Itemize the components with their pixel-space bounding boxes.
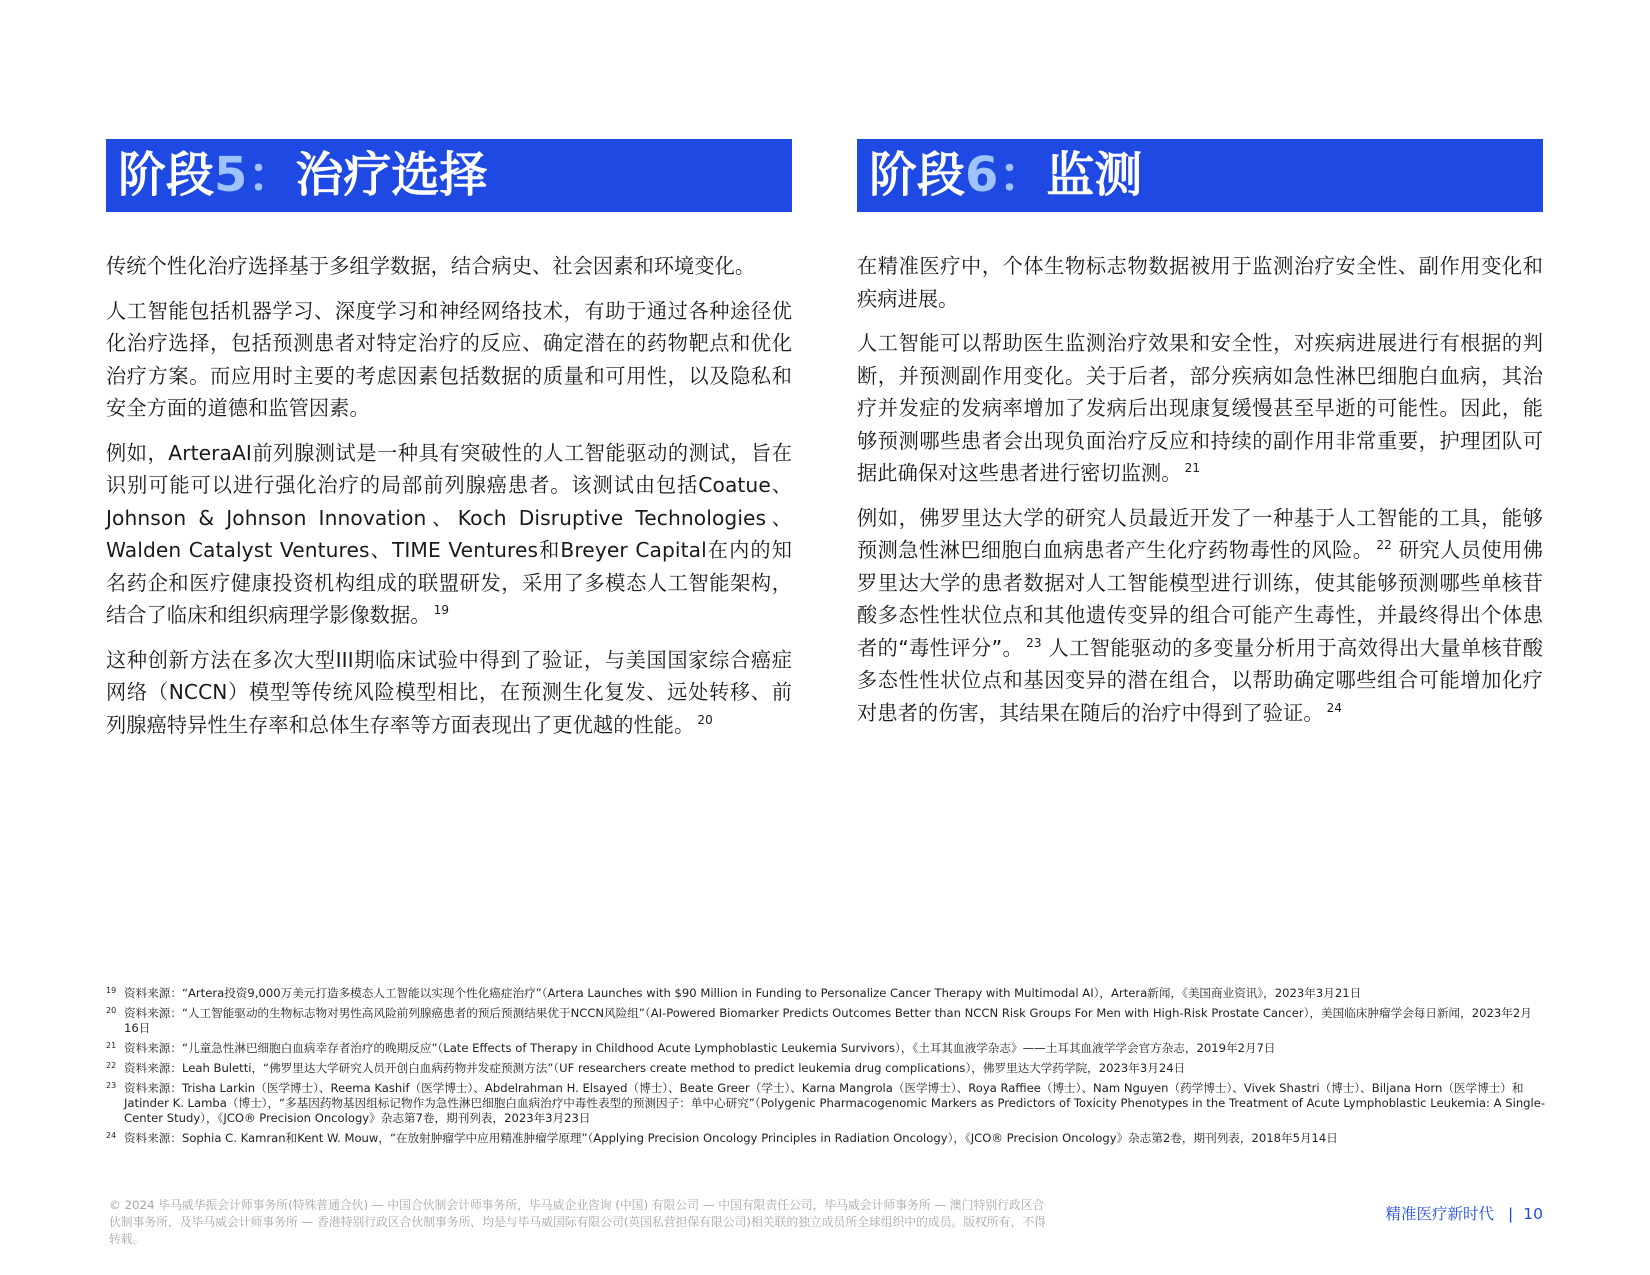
stage5-heading: 阶段5：治疗选择: [106, 139, 792, 212]
footnote-ref-20: 20: [697, 712, 713, 727]
footnote-ref-23: 23: [1026, 635, 1042, 650]
stage6-paragraph-3: 例如，佛罗里达大学的研究人员最近开发了一种基于人工智能的工具，能够预测急性淋巴细胞白血病患者产生化疗药物毒性的风险。 $^{22}$ 研究人员使用佛罗里达大学的患者数据对人工智能模型进行训练，使其能够预测哪些单核苷酸多态性性状位点和其他遗传变异的组合可能产生毒性，并最终得出个体患者的“毒性评分”。 $^{23}$ 人工智能驱动的多变量分析用于高效得出大量单核苷酸多态性性状位点和基因变异的潜在组合，以帮助确定哪些组合可能增加化疗对患者的伤害，其结果在随后的治疗中得到了验证。 $^{24}$: [857, 505, 1543, 725]
stage5-paragraph-4: 这种创新方法在多次大型III期临床试验中得到了验证，与美国国家综合癌症网络（NCCN）模型等传统风险模型相比，在预测生化复发、远处转移、前列腺癌特异性生存率和总体生存率等方面表现出了更优越的性能。 $^{20}$: [106, 647, 792, 737]
stage6-section: [857, 139, 1543, 741]
stage5-body: [106, 250, 792, 741]
footnote-22: 22 资料来源：Leah Buletti，“佛罗里达大学研究人员开创白血病药物并发症预测方法”（UF researchers create method to predict leukemia drug complications），佛罗里达大学药学院，2023年3月24日: [106, 1061, 1186, 1075]
stage6-heading: 阶段6：监测: [857, 139, 1543, 212]
footnote-21: 21 资料来源：“儿童急性淋巴细胞白血病幸存者治疗的晚期反应”（Late Effects of Therapy in Childhood Acute Lymphoblastic Leukemia Survivors），《土耳其血液学杂志》——土耳其血液学学会官方杂志，2019年2月7日: [106, 1041, 1276, 1055]
document-title: 精准医疗新时代: [1385, 1205, 1495, 1223]
footnote-23: 23 资料来源：Trisha Larkin（医学博士）、Reema Kashif（医学博士）、Abdelrahman H. Elsayed（博士）、Beate Greer（学士）、Karna Mangrola（医学博士）、Roya Raffiee（博士）、Nam Nguyen（药学博士）、Vivek Shastri（博士）、Biljana Horn（医学博士）和Jatinder K. Lamba（博士），“多基因药物基因组标记物作为急性淋巴细胞白血病治疗中毒性表型的预测因子：单中心研究”（Polygenic Pharmacogenomic Markers as Predictors of Toxicity Phenotypes in the Treatment of Acute Lymphoblastic Leukemia: A Single-Center Study），《JCO® Precision Oncology》杂志第7卷，期刊列表，2023年3月23日: [106, 1081, 1546, 1125]
footnotes: [106, 986, 1546, 1151]
footer-separator: |: [1508, 1205, 1514, 1223]
footnote-ref-19: 19: [433, 603, 450, 617]
footnote-20: 20 资料来源：“人工智能驱动的生物标志物对男性高风险前列腺癌患者的预后预测结果优于NCCN风险组”（AI-Powered Biomarker Predicts Outcomes Better than NCCN Risk Groups For Men with High-Risk Prostate Cancer），美国临床肿瘤学会每日新闻，2023年2月16日: [106, 1006, 1532, 1035]
footnote-19: 19 资料来源：“Artera投资9,000万美元打造多模态人工智能以实现个性化癌症治疗”（Artera Launches with $90 Million in Funding to Personalize Cancer Therapy with Multimodal AI），Artera新闻，《美国商业资讯》，2023年3月21日: [106, 986, 1362, 1000]
footnote-ref-22: 22: [1376, 538, 1392, 552]
stage5-paragraph-2: 人工智能包括机器学习、深度学习和神经网络技术，有助于通过各种途径优化治疗选择，包括预测患者对特定治疗的反应、确定潜在的药物靶点和优化治疗方案。而应用时主要的考虑因素包括数据的质量和可用性，以及隐私和安全方面的道德和监管因素。: [106, 298, 792, 420]
footnote-ref-24: 24: [1326, 700, 1343, 715]
page-footer: [1386, 1202, 1543, 1224]
footnote-ref-21: 21: [1184, 461, 1201, 475]
stage5-paragraph-1: 传统个性化治疗选择基于多组学数据，结合病史、社会因素和环境变化。: [106, 254, 756, 278]
stage6-body: [857, 250, 1543, 729]
footnote-24: 24 资料来源：Sophia C. Kamran和Kent W. Mouw，“在放射肿瘤学中应用精准肿瘤学原理”（Applying Precision Oncology Principles in Radiation Oncology），《JCO® Precision Oncology》杂志第2卷，期刊列表，2018年5月14日: [106, 1131, 1338, 1145]
stage6-paragraph-2: 人工智能可以帮助医生监测治疗效果和安全性，对疾病进展进行有根据的判断，并预测副作用变化。关于后者，部分疾病如急性淋巴细胞白血病，其治疗并发症的发病率增加了发病后出现康复缓慢甚至早逝的可能性。因此，能够预测哪些患者会出现负面治疗反应和持续的副作用非常重要，护理团队可据此确保对这些患者进行密切监测。 $^{21}$: [857, 331, 1543, 485]
stage6-paragraph-1: 在精准医疗中，个体生物标志物数据被用于监测治疗安全性、副作用变化和疾病进展。: [857, 254, 1543, 311]
copyright-notice: © 2024 毕马威华振会计师事务所(特殊普通合伙) — 中国合伙制会计师事务所，毕马威企业咨询 (中国) 有限公司 — 中国有限责任公司，毕马威会计师事务所 — 澳门特别行政区合伙制事务所，及毕马威会计师事务所 — 香港特别行政区合伙制事务所，均是与毕马威国际有限公司(英国私营担保有限公司)相关联的独立成员所全球组织中的成员。版权所有，不得转载。: [109, 1198, 1046, 1246]
stage5-paragraph-3: 例如，ArteraAI前列腺测试是一种具有突破性的人工智能驱动的测试，旨在识别可能可以进行强化治疗的局部前列腺癌患者。该测试由包括Coatue、Johnson & Johnson Innovation、Koch Disruptive Technologies、Walden Catalyst Ventures、TIME Ventures和Breyer Capital在内的知名药企和医疗健康投资机构组成的联盟研发，采用了多模态人工智能架构，结合了临床和组织病理学影像数据。 $^{19}$: [106, 440, 792, 627]
stage5-section: [106, 139, 792, 753]
page-number: 10: [1523, 1205, 1543, 1223]
